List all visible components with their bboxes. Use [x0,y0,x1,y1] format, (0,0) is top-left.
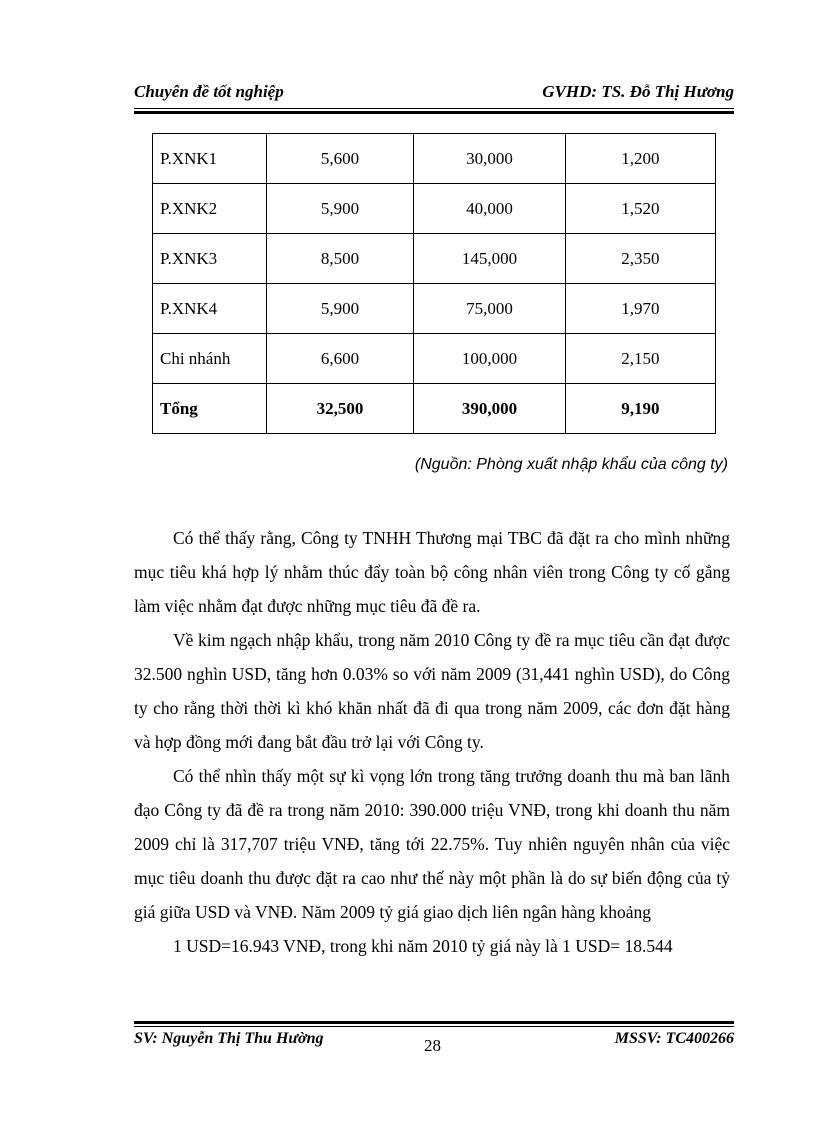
header-title: Chuyên đề tốt nghiệp [134,82,284,101]
table-cell: 1,520 [565,184,715,234]
table-cell: P.XNK4 [153,284,267,334]
table-cell: Chi nhánh [153,334,267,384]
table-cell: 40,000 [414,184,566,234]
table-cell: 100,000 [414,334,566,384]
table-row [153,134,716,184]
page-footer [134,1026,734,1056]
table-source-note: (Nguồn: Phòng xuất nhập khẩu của công ty) [414,456,728,473]
footer-student-id: MSSV: TC400266 [614,1030,734,1047]
table-cell: 8,500 [266,234,413,284]
table-row [153,334,716,384]
body-text [134,521,730,963]
table-cell: 2,350 [565,234,715,284]
table-cell: 1,200 [565,134,715,184]
header-rule-thin [134,108,734,109]
table-cell: 1,970 [565,284,715,334]
table-cell: P.XNK1 [153,134,267,184]
table-row [153,234,716,284]
table-row [153,184,716,234]
page-number: 28 [424,1036,441,1055]
header-rule-thick [134,111,734,114]
table-cell: 75,000 [414,284,566,334]
header-supervisor: GVHD: TS. Đỗ Thị Hương [542,82,734,101]
page-header [134,82,734,108]
table-cell: 5,900 [266,284,413,334]
table-cell: P.XNK2 [153,184,267,234]
table-cell: 2,150 [565,334,715,384]
paragraph: 1 USD=16.943 VNĐ, trong khi năm 2010 tỷ giá này là 1 USD= 18.544 [173,936,673,956]
paragraph: Về kim ngạch nhập khẩu, trong năm 2010 Công ty đề ra mục tiêu cần đạt được 32.500 nghìn USD, tăng hơn 0.03% so với năm 2009 (31,441 nghìn USD), do Công ty cho rằng thời thời kì khó khăn nhất đã đi qua trong năm 2009, các đơn đặt hàng và hợp đồng mới đang bắt đầu trở lại với Công ty. [134,630,730,752]
table-cell: 6,600 [266,334,413,384]
table-cell: 32,500 [266,384,413,434]
table-row [153,284,716,334]
paragraph: Có thể thấy rằng, Công ty TNHH Thương mại TBC đã đặt ra cho mình những mục tiêu khá hợp lý nhằm thúc đẩy toàn bộ công nhân viên trong Công ty cố gắng làm việc nhằm đạt được những mục tiêu đã đề ra. [134,528,730,616]
table-cell: 9,190 [565,384,715,434]
table-cell: P.XNK3 [153,234,267,284]
table-total-row [153,384,716,434]
footer-student: SV: Nguyễn Thị Thu Hường [134,1030,324,1047]
paragraph: Có thể nhìn thấy một sự kì vọng lớn trong tăng trưởng doanh thu mà ban lãnh đạo Công ty đã đề ra trong năm 2010: 390.000 triệu VNĐ, trong khi doanh thu năm 2009 chỉ là 317,707 triệu VNĐ, tăng tới 22.75%. Tuy nhiên nguyên nhân của việc mục tiêu doanh thu được đặt ra cao như thế này một phần là do sự biến động của tỷ giá giữa USD và VNĐ. Năm 2009 tỷ giá giao dịch liên ngân hàng khoảng [134,766,730,922]
table-cell: 145,000 [414,234,566,284]
table-cell: 30,000 [414,134,566,184]
table-cell: 5,900 [266,184,413,234]
targets-table [152,133,716,434]
table-cell: 5,600 [266,134,413,184]
table-cell: Tổng [153,384,267,434]
footer-rule-thick [134,1021,734,1024]
table-cell: 390,000 [414,384,566,434]
